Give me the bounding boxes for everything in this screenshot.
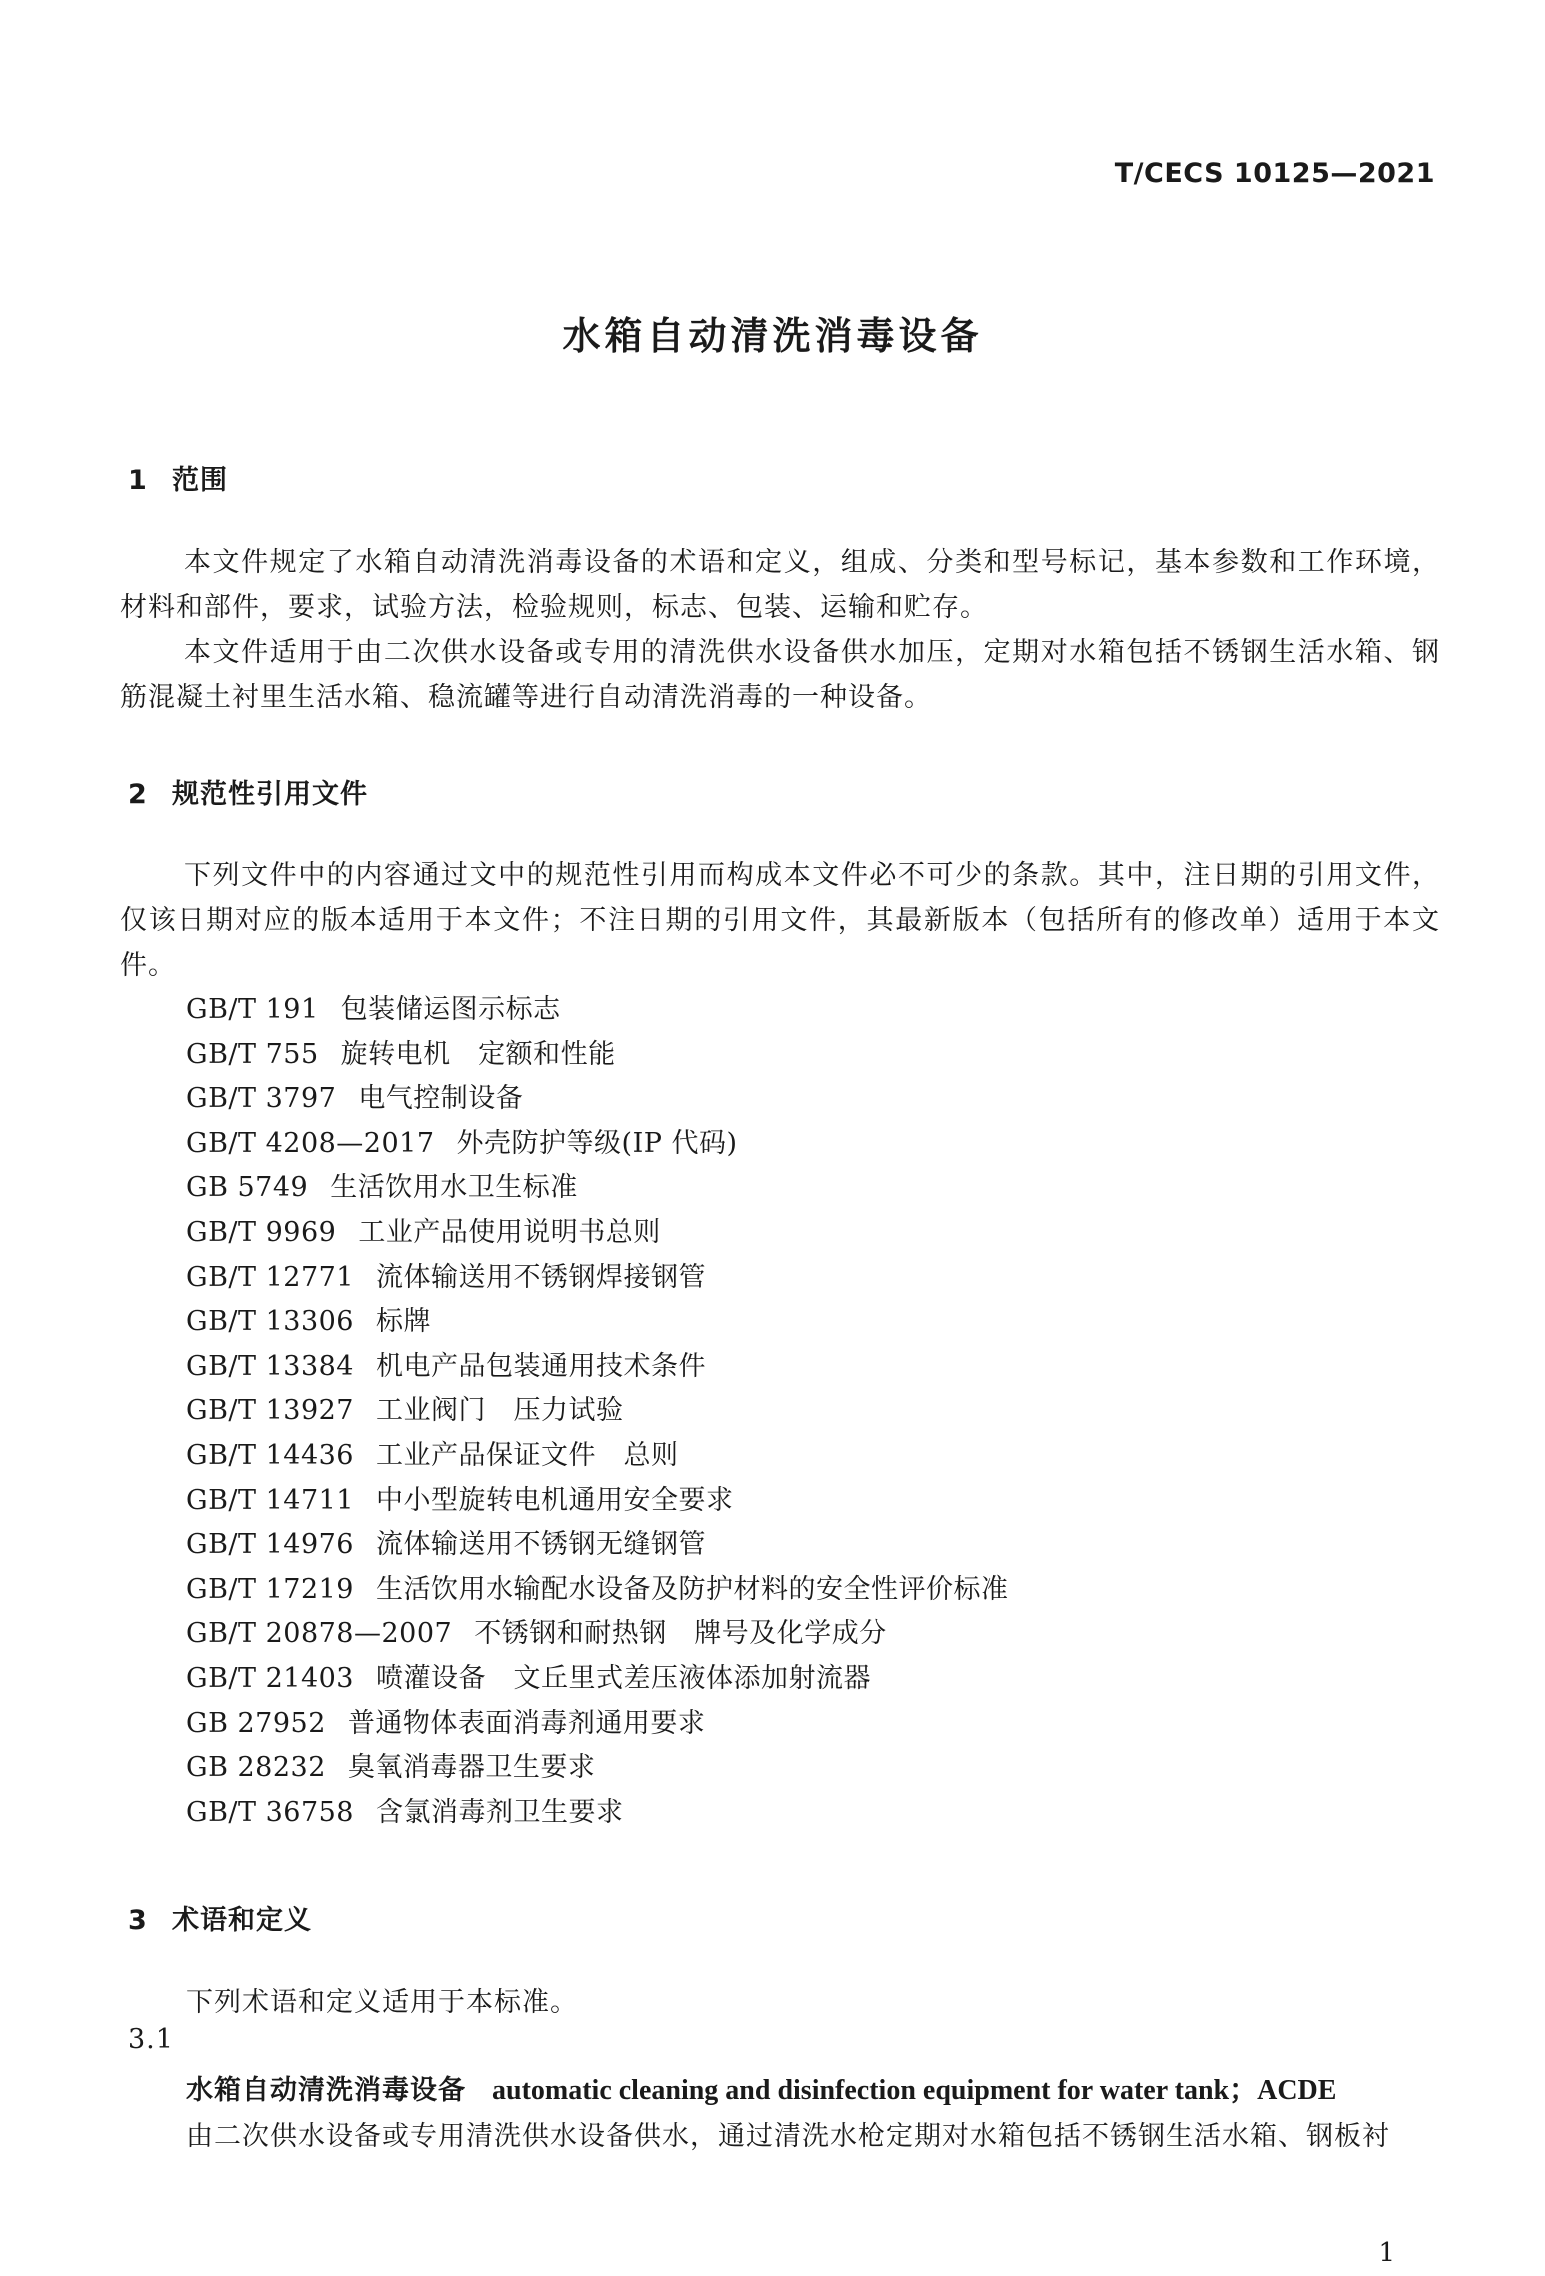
section-2-heading [128,772,368,811]
section-1-heading [128,458,228,497]
reference-title: 生活饮用水输配水设备及防护材料的安全性评价标准 [376,1573,1009,1605]
paragraph: 下列文件中的内容通过文中的规范性引用而构成本文件必不可少的条款。其中，注日期的引用文件，仅该日期对应的版本适用于本文件；不注日期的引用文件，其最新版本（包括所有的修改单）适用于本文件。 [120,860,1440,981]
reference-code: GB/T 21403 [186,1662,354,1694]
section-title: 术语和定义 [172,1905,312,1936]
reference-title: 电气控制设备 [358,1083,524,1115]
reference-title: 喷灌设备 文丘里式差压液体添加射流器 [376,1662,871,1694]
reference-list [186,988,1009,1835]
reference-code: GB 28232 [186,1752,326,1784]
reference-code: GB/T 755 [186,1038,319,1070]
reference-code: GB 27952 [186,1707,326,1739]
reference-code: GB/T 13927 [186,1395,354,1427]
list-item [186,1256,1009,1301]
list-item [186,1612,1009,1657]
list-item [186,1791,1009,1836]
reference-code: GB 5749 [186,1172,309,1204]
reference-title: 普通物体表面消毒剂通用要求 [347,1707,706,1739]
reference-code: GB/T 13306 [186,1306,354,1338]
list-item [186,1345,1009,1390]
reference-code: GB/T 14711 [186,1484,354,1516]
paragraph: 本文件规定了水箱自动清洗消毒设备的术语和定义，组成、分类和型号标记，基本参数和工作环境，材料和部件，要求，试验方法，检验规则，标志、包装、运输和贮存。 [120,547,1440,623]
list-item [186,1434,1009,1479]
reference-code: GB/T 9969 [186,1216,337,1248]
section-number: 2 [128,779,148,810]
term-definition: 由二次供水设备或专用清洗供水设备供水，通过清洗水枪定期对水箱包括不锈钢生活水箱、钢板衬 [186,2121,1390,2152]
list-item [186,988,1009,1033]
paragraph: 本文件适用于由二次供水设备或专用的清洗供水设备供水加压，定期对水箱包括不锈钢生活水箱、钢筋混凝土衬里生活水箱、稳流罐等进行自动清洗消毒的一种设备。 [120,637,1440,713]
reference-title: 标牌 [376,1306,431,1338]
section-number: 3 [128,1905,148,1936]
section-intro: 下列术语和定义适用于本标准。 [186,1987,578,2018]
reference-code: GB/T 191 [186,994,319,1025]
reference-title: 含氯消毒剂卫生要求 [376,1796,624,1828]
term-english: automatic cleaning and disinfection equipment for water tank；ACDE [492,2075,1337,2106]
list-item [186,1746,1009,1791]
reference-code: GB/T 36758 [186,1796,354,1828]
reference-title: 中小型旋转电机通用安全要求 [376,1484,734,1516]
document-title: 水箱自动清洗消毒设备 [562,314,983,358]
list-item [186,1657,1009,1702]
reference-code: GB/T 4208—2017 [186,1127,435,1159]
standard-code: T/CECS 10125—2021 [1114,158,1435,189]
term-chinese: 水箱自动清洗消毒设备 [186,2075,466,2106]
reference-title: 旋转电机 定额和性能 [340,1038,616,1070]
reference-title: 臭氧消毒器卫生要求 [347,1752,596,1784]
reference-title: 不锈钢和耐热钢 牌号及化学成分 [474,1618,887,1650]
list-item [186,1211,1009,1256]
section-title: 范围 [172,465,228,496]
reference-title: 工业产品保证文件 总则 [376,1439,679,1471]
section-number: 1 [128,465,148,496]
reference-code: GB/T 12771 [186,1261,354,1293]
reference-title: 机电产品包装通用技术条件 [376,1350,706,1382]
reference-title: 流体输送用不锈钢无缝钢管 [376,1529,706,1561]
list-item [186,1122,1009,1167]
list-item [186,1300,1009,1345]
section-3-heading [128,1898,312,1937]
list-item [186,1389,1009,1434]
list-item [186,1523,1009,1568]
page-number: 1 [1378,2238,1395,2268]
list-item [186,1033,1009,1078]
term-number: 3.1 [128,2024,174,2055]
reference-code: GB/T 14436 [186,1439,354,1471]
list-item [186,1077,1009,1122]
reference-title: 流体输送用不锈钢焊接钢管 [376,1261,706,1293]
reference-code: GB/T 20878—2007 [186,1618,453,1650]
list-item [186,1568,1009,1613]
reference-code: GB/T 14976 [186,1529,354,1561]
reference-code: GB/T 13384 [186,1350,354,1382]
term-entry [186,2068,1336,2108]
section-title: 规范性引用文件 [172,779,368,810]
list-item [186,1702,1009,1747]
reference-code: GB/T 3797 [186,1083,337,1115]
reference-title: 工业产品使用说明书总则 [358,1216,661,1248]
list-item [186,1166,1009,1211]
list-item [186,1479,1009,1524]
reference-title: 包装储运图示标志 [340,994,561,1025]
reference-code: GB/T 17219 [186,1573,354,1605]
reference-title: 工业阀门 压力试验 [376,1395,624,1427]
reference-title: 生活饮用水卫生标准 [330,1172,578,1204]
reference-title: 外壳防护等级(IP 代码) [456,1127,738,1159]
